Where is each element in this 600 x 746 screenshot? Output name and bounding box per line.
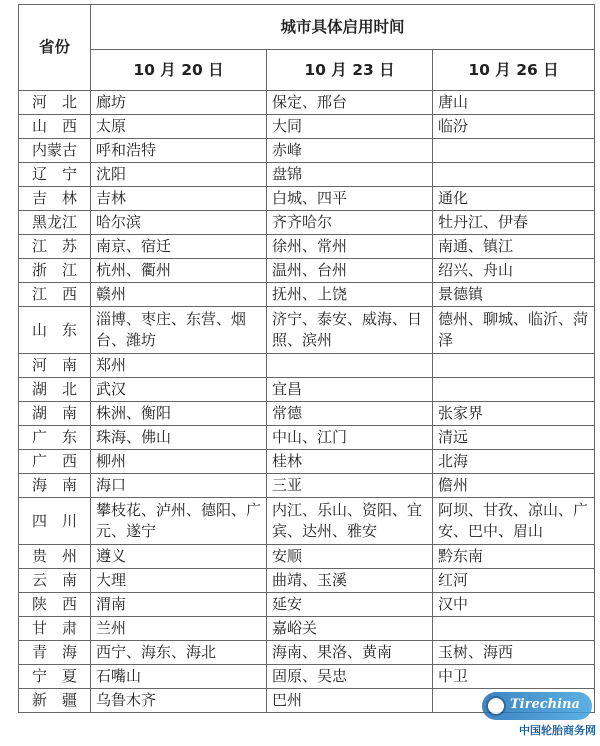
oct26-cell [433, 139, 595, 163]
oct20-cell: 遵义 [91, 545, 267, 569]
oct23-cell: 盘锦 [267, 163, 433, 187]
oct20-cell: 西宁、海东、海北 [91, 641, 267, 665]
oct20-cell: 柳州 [91, 450, 267, 474]
oct26-cell [433, 378, 595, 402]
province-cell: 辽 宁 [19, 163, 91, 187]
oct23-cell: 济宁、泰安、威海、日照、滨州 [267, 307, 433, 354]
table-row [19, 402, 595, 426]
oct23-cell: 白城、四平 [267, 187, 433, 211]
table-row [19, 307, 595, 354]
province-cell: 陕 西 [19, 593, 91, 617]
date-header-oct20: 10 月 20 日 [91, 50, 267, 91]
oct20-cell: 海口 [91, 474, 267, 498]
watermark-caption: 中国轮胎商务网 [519, 724, 596, 737]
oct20-cell: 赣州 [91, 283, 267, 307]
table-row [19, 115, 595, 139]
table-row [19, 593, 595, 617]
table-row [19, 378, 595, 402]
table-row [19, 450, 595, 474]
oct26-cell: 唐山 [433, 91, 595, 115]
oct23-cell: 抚州、上饶 [267, 283, 433, 307]
oct26-cell: 临汾 [433, 115, 595, 139]
oct23-cell: 巴州 [267, 689, 433, 713]
province-cell: 山 西 [19, 115, 91, 139]
oct23-cell: 三亚 [267, 474, 433, 498]
oct26-cell: 阿坝、甘孜、凉山、广安、巴中、眉山 [433, 498, 595, 545]
province-cell: 云 南 [19, 569, 91, 593]
province-cell: 江 苏 [19, 235, 91, 259]
province-header: 省份 [19, 5, 91, 91]
province-cell: 青 海 [19, 641, 91, 665]
province-cell: 四 川 [19, 498, 91, 545]
oct20-cell: 乌鲁木齐 [91, 689, 267, 713]
oct23-cell: 延安 [267, 593, 433, 617]
province-cell: 江 西 [19, 283, 91, 307]
oct23-cell: 赤峰 [267, 139, 433, 163]
table-row [19, 569, 595, 593]
oct23-cell: 保定、邢台 [267, 91, 433, 115]
province-cell: 广 东 [19, 426, 91, 450]
oct26-cell: 玉树、海西 [433, 641, 595, 665]
oct23-cell: 安顺 [267, 545, 433, 569]
province-cell: 吉 林 [19, 187, 91, 211]
oct26-cell: 通化 [433, 187, 595, 211]
oct23-cell: 温州、台州 [267, 259, 433, 283]
province-cell: 黑龙江 [19, 211, 91, 235]
table-row [19, 545, 595, 569]
oct23-cell: 嘉峪关 [267, 617, 433, 641]
province-cell: 湖 南 [19, 402, 91, 426]
table-row [19, 354, 595, 378]
table-row [19, 211, 595, 235]
oct26-cell: 红河 [433, 569, 595, 593]
oct20-cell: 石嘴山 [91, 665, 267, 689]
oct26-cell: 牡丹江、伊春 [433, 211, 595, 235]
oct20-cell: 太原 [91, 115, 267, 139]
oct20-cell: 渭南 [91, 593, 267, 617]
oct20-cell: 南京、宿迁 [91, 235, 267, 259]
oct23-cell: 曲靖、玉溪 [267, 569, 433, 593]
oct26-cell: 汉中 [433, 593, 595, 617]
tirechina-watermark [478, 692, 596, 740]
province-cell: 山 东 [19, 307, 91, 354]
oct23-cell: 固原、吴忠 [267, 665, 433, 689]
oct20-cell: 大理 [91, 569, 267, 593]
oct23-cell [267, 354, 433, 378]
oct26-cell: 张家界 [433, 402, 595, 426]
oct26-cell: 黔东南 [433, 545, 595, 569]
table-row [19, 498, 595, 545]
table-row [19, 426, 595, 450]
table-row [19, 474, 595, 498]
oct20-cell: 珠海、佛山 [91, 426, 267, 450]
table-row [19, 665, 595, 689]
oct23-cell: 大同 [267, 115, 433, 139]
logo-text: Tirechina [510, 697, 580, 712]
table-row [19, 641, 595, 665]
oct20-cell: 哈尔滨 [91, 211, 267, 235]
table-row [19, 187, 595, 211]
tire-icon [486, 696, 506, 716]
province-cell: 甘 肃 [19, 617, 91, 641]
oct20-cell: 吉林 [91, 187, 267, 211]
province-cell: 新 疆 [19, 689, 91, 713]
oct20-cell: 廊坊 [91, 91, 267, 115]
oct26-cell [433, 617, 595, 641]
table-row [19, 91, 595, 115]
oct23-cell: 宜昌 [267, 378, 433, 402]
city-schedule-table [18, 4, 595, 713]
table-row [19, 163, 595, 187]
oct23-cell: 徐州、常州 [267, 235, 433, 259]
table-body [19, 91, 595, 713]
oct23-cell: 中山、江门 [267, 426, 433, 450]
date-header-oct26: 10 月 26 日 [433, 50, 595, 91]
province-cell: 广 西 [19, 450, 91, 474]
oct20-cell: 兰州 [91, 617, 267, 641]
group-header: 城市具体启用时间 [91, 5, 595, 50]
oct23-cell: 内江、乐山、资阳、宜宾、达州、雅安 [267, 498, 433, 545]
oct26-cell: 儋州 [433, 474, 595, 498]
province-cell: 内蒙古 [19, 139, 91, 163]
date-header-oct23: 10 月 23 日 [267, 50, 433, 91]
tirechina-logo [482, 692, 592, 720]
province-cell: 湖 北 [19, 378, 91, 402]
province-cell: 海 南 [19, 474, 91, 498]
oct23-cell: 桂林 [267, 450, 433, 474]
oct26-cell: 德州、聊城、临沂、菏泽 [433, 307, 595, 354]
province-cell: 浙 江 [19, 259, 91, 283]
oct20-cell: 沈阳 [91, 163, 267, 187]
province-cell: 宁 夏 [19, 665, 91, 689]
oct26-cell: 南通、镇江 [433, 235, 595, 259]
oct26-cell: 北海 [433, 450, 595, 474]
oct26-cell: 绍兴、舟山 [433, 259, 595, 283]
province-cell: 河 南 [19, 354, 91, 378]
table-row [19, 139, 595, 163]
oct23-cell: 齐齐哈尔 [267, 211, 433, 235]
table-row [19, 259, 595, 283]
table-row [19, 283, 595, 307]
table-row [19, 617, 595, 641]
province-cell: 河 北 [19, 91, 91, 115]
oct26-cell: 景德镇 [433, 283, 595, 307]
oct20-cell: 攀枝花、泸州、德阳、广元、遂宁 [91, 498, 267, 545]
province-cell: 贵 州 [19, 545, 91, 569]
oct20-cell: 淄博、枣庄、东营、烟台、潍坊 [91, 307, 267, 354]
oct20-cell: 株洲、衡阳 [91, 402, 267, 426]
oct20-cell: 武汉 [91, 378, 267, 402]
oct20-cell: 郑州 [91, 354, 267, 378]
oct20-cell: 呼和浩特 [91, 139, 267, 163]
oct23-cell: 海南、果洛、黄南 [267, 641, 433, 665]
oct26-cell: 中卫 [433, 665, 595, 689]
oct26-cell [433, 354, 595, 378]
oct23-cell: 常德 [267, 402, 433, 426]
oct26-cell: 清远 [433, 426, 595, 450]
oct20-cell: 杭州、衢州 [91, 259, 267, 283]
oct26-cell [433, 163, 595, 187]
table-row [19, 235, 595, 259]
